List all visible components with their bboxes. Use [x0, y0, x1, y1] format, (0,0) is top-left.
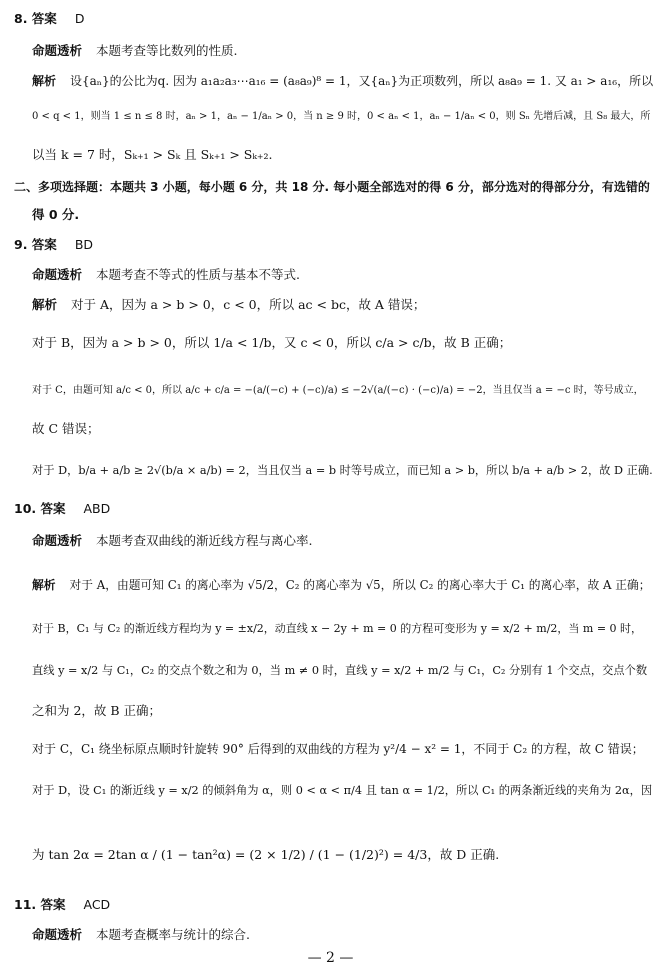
q9-solution-line-1: [32, 296, 425, 314]
q8-solution-line-3: 以当 k = 7 时，Sₖ₊₁ > Sₖ 且 Sₖ₊₁ > Sₖ₊₂.: [32, 147, 273, 162]
page-number: — 2 —: [307, 950, 354, 966]
q9-answer: BD: [74, 237, 94, 252]
q9-solution-line-2: 对于 B，因为 a > b > 0，所以 1/a < 1/b，又 c < 0，所以 c/a > c/b，故 B 正确；: [32, 335, 512, 350]
q10-solution-line-3: 直线 y = x/2 与 C₁，C₂ 的交点个数之和为 0，当 m ≠ 0 时，直线 y = x/2 + m/2 与 C₁，C₂ 分别有 1 个交点，交点个数: [32, 664, 648, 677]
q9-number: 9. 答案: [14, 237, 57, 252]
q10-solution-label: 解析: [32, 578, 56, 592]
q10-solution-line-2: 对于 B，C₁ 与 C₂ 的渐近线方程均为 y = ±x/2，动直线 x − 2y + m = 0 的方程可变形为 y = x/2 + m/2，当 m = 0 时，: [32, 622, 643, 635]
q10-analysis-label: 命题透析: [32, 533, 83, 548]
q8-number: 8. 答案: [14, 11, 57, 26]
q10-solution-line-4: 之和为 2，故 B 正确；: [32, 703, 162, 718]
q10-answer: ABD: [83, 501, 111, 516]
q8-analysis-text: 本题考查等比数列的性质.: [96, 43, 238, 58]
q9-solution-line-4: 故 C 错误；: [32, 421, 100, 436]
q10-solution-line-6: 对于 D，设 C₁ 的渐近线 y = x/2 的倾斜角为 α，则 0 < α < π/4 且 tan α = 1/2，所以 C₁ 的两条渐近线的夹角为 2α，因: [32, 784, 653, 797]
q10-solution-text: 对于 A，由题可知 C₁ 的离心率为 √5/2，C₂ 的离心率为 √5，所以 C₂ 的离心率大于 C₁ 的离心率，故 A 正确；: [69, 578, 651, 592]
q10-solution-line-1: [32, 576, 650, 594]
q10-header: [14, 500, 110, 518]
q10-analysis-text: 本题考查双曲线的渐近线方程与离心率.: [96, 533, 313, 548]
q8-answer: D: [74, 11, 85, 26]
q9-analysis-text: 本题考查不等式的性质与基本不等式.: [96, 267, 300, 282]
q9-solution-label: 解析: [32, 297, 58, 312]
q8-solution-line-2: 0 < q < 1，则当 1 ≤ n ≤ 8 时，aₙ > 1，aₙ − 1/aₙ > 0，当 n ≥ 9 时，0 < aₙ < 1，aₙ − 1/aₙ < 0，则 Sₙ 先增后减，且 S₈ 最大，所: [32, 111, 651, 122]
q9-solution-text: 对于 A，因为 a > b > 0，c < 0，所以 ac < bc，故 A 错误；: [71, 297, 426, 312]
q9-solution-line-5: 对于 D，b/a + a/b ≥ 2√(b/a × a/b) = 2，当且仅当 a = b 时等号成立，而已知 a > b，所以 b/a + a/b > 2，故 D 正确.: [32, 464, 653, 477]
q8-analysis-label: 命题透析: [32, 43, 83, 58]
q10-number: 10. 答案: [14, 501, 66, 516]
q8-solution-text: 设{aₙ}的公比为q. 因为 a₁a₂a₃⋯a₁₆ = (a₈a₉)⁸ = 1，又{aₙ}为正项数列，所以 a₈a₉ = 1. 又 a₁ > a₁₆，所以: [70, 74, 654, 88]
q9-solution-line-3: 对于 C，由题可知 a/c < 0，所以 a/c + c/a = −(a/(−c) + (−c)/a) ≤ −2√(a/(−c) · (−c)/a) = −2，当且仅当 a = −c 时，等号成立，: [32, 385, 644, 396]
q10-solution-line-5: 对于 C，C₁ 绕坐标原点顺时针旋转 90° 后得到的双曲线的方程为 y²/4 − x² = 1，不同于 C₂ 的方程，故 C 错误；: [32, 742, 644, 756]
q11-analysis: [32, 926, 250, 944]
section-heading: 二、多项选择题：本题共 3 小题，每小题 6 分，共 18 分. 每小题全部选对的得 6 分，部分选对的得部分分，有选错的: [14, 180, 650, 194]
section-heading-cont: 得 0 分.: [32, 207, 80, 222]
q11-number: 11. 答案: [14, 897, 66, 912]
q8-analysis: [32, 42, 238, 60]
q10-analysis: [32, 532, 313, 550]
q11-answer: ACD: [83, 897, 111, 912]
q8-solution-line-1: [32, 72, 653, 90]
q8-solution-label: 解析: [32, 74, 57, 88]
q11-analysis-text: 本题考查概率与统计的综合.: [96, 927, 250, 942]
q9-header: [14, 236, 93, 254]
q8-header: [14, 10, 84, 28]
q10-solution-line-7: 为 tan 2α = 2tan α / (1 − tan²α) = (2 × 1/2) / (1 − (1/2)²) = 4/3，故 D 正确.: [32, 847, 500, 862]
q11-analysis-label: 命题透析: [32, 927, 83, 942]
q9-analysis: [32, 266, 300, 284]
q9-analysis-label: 命题透析: [32, 267, 83, 282]
q11-header: [14, 896, 110, 914]
